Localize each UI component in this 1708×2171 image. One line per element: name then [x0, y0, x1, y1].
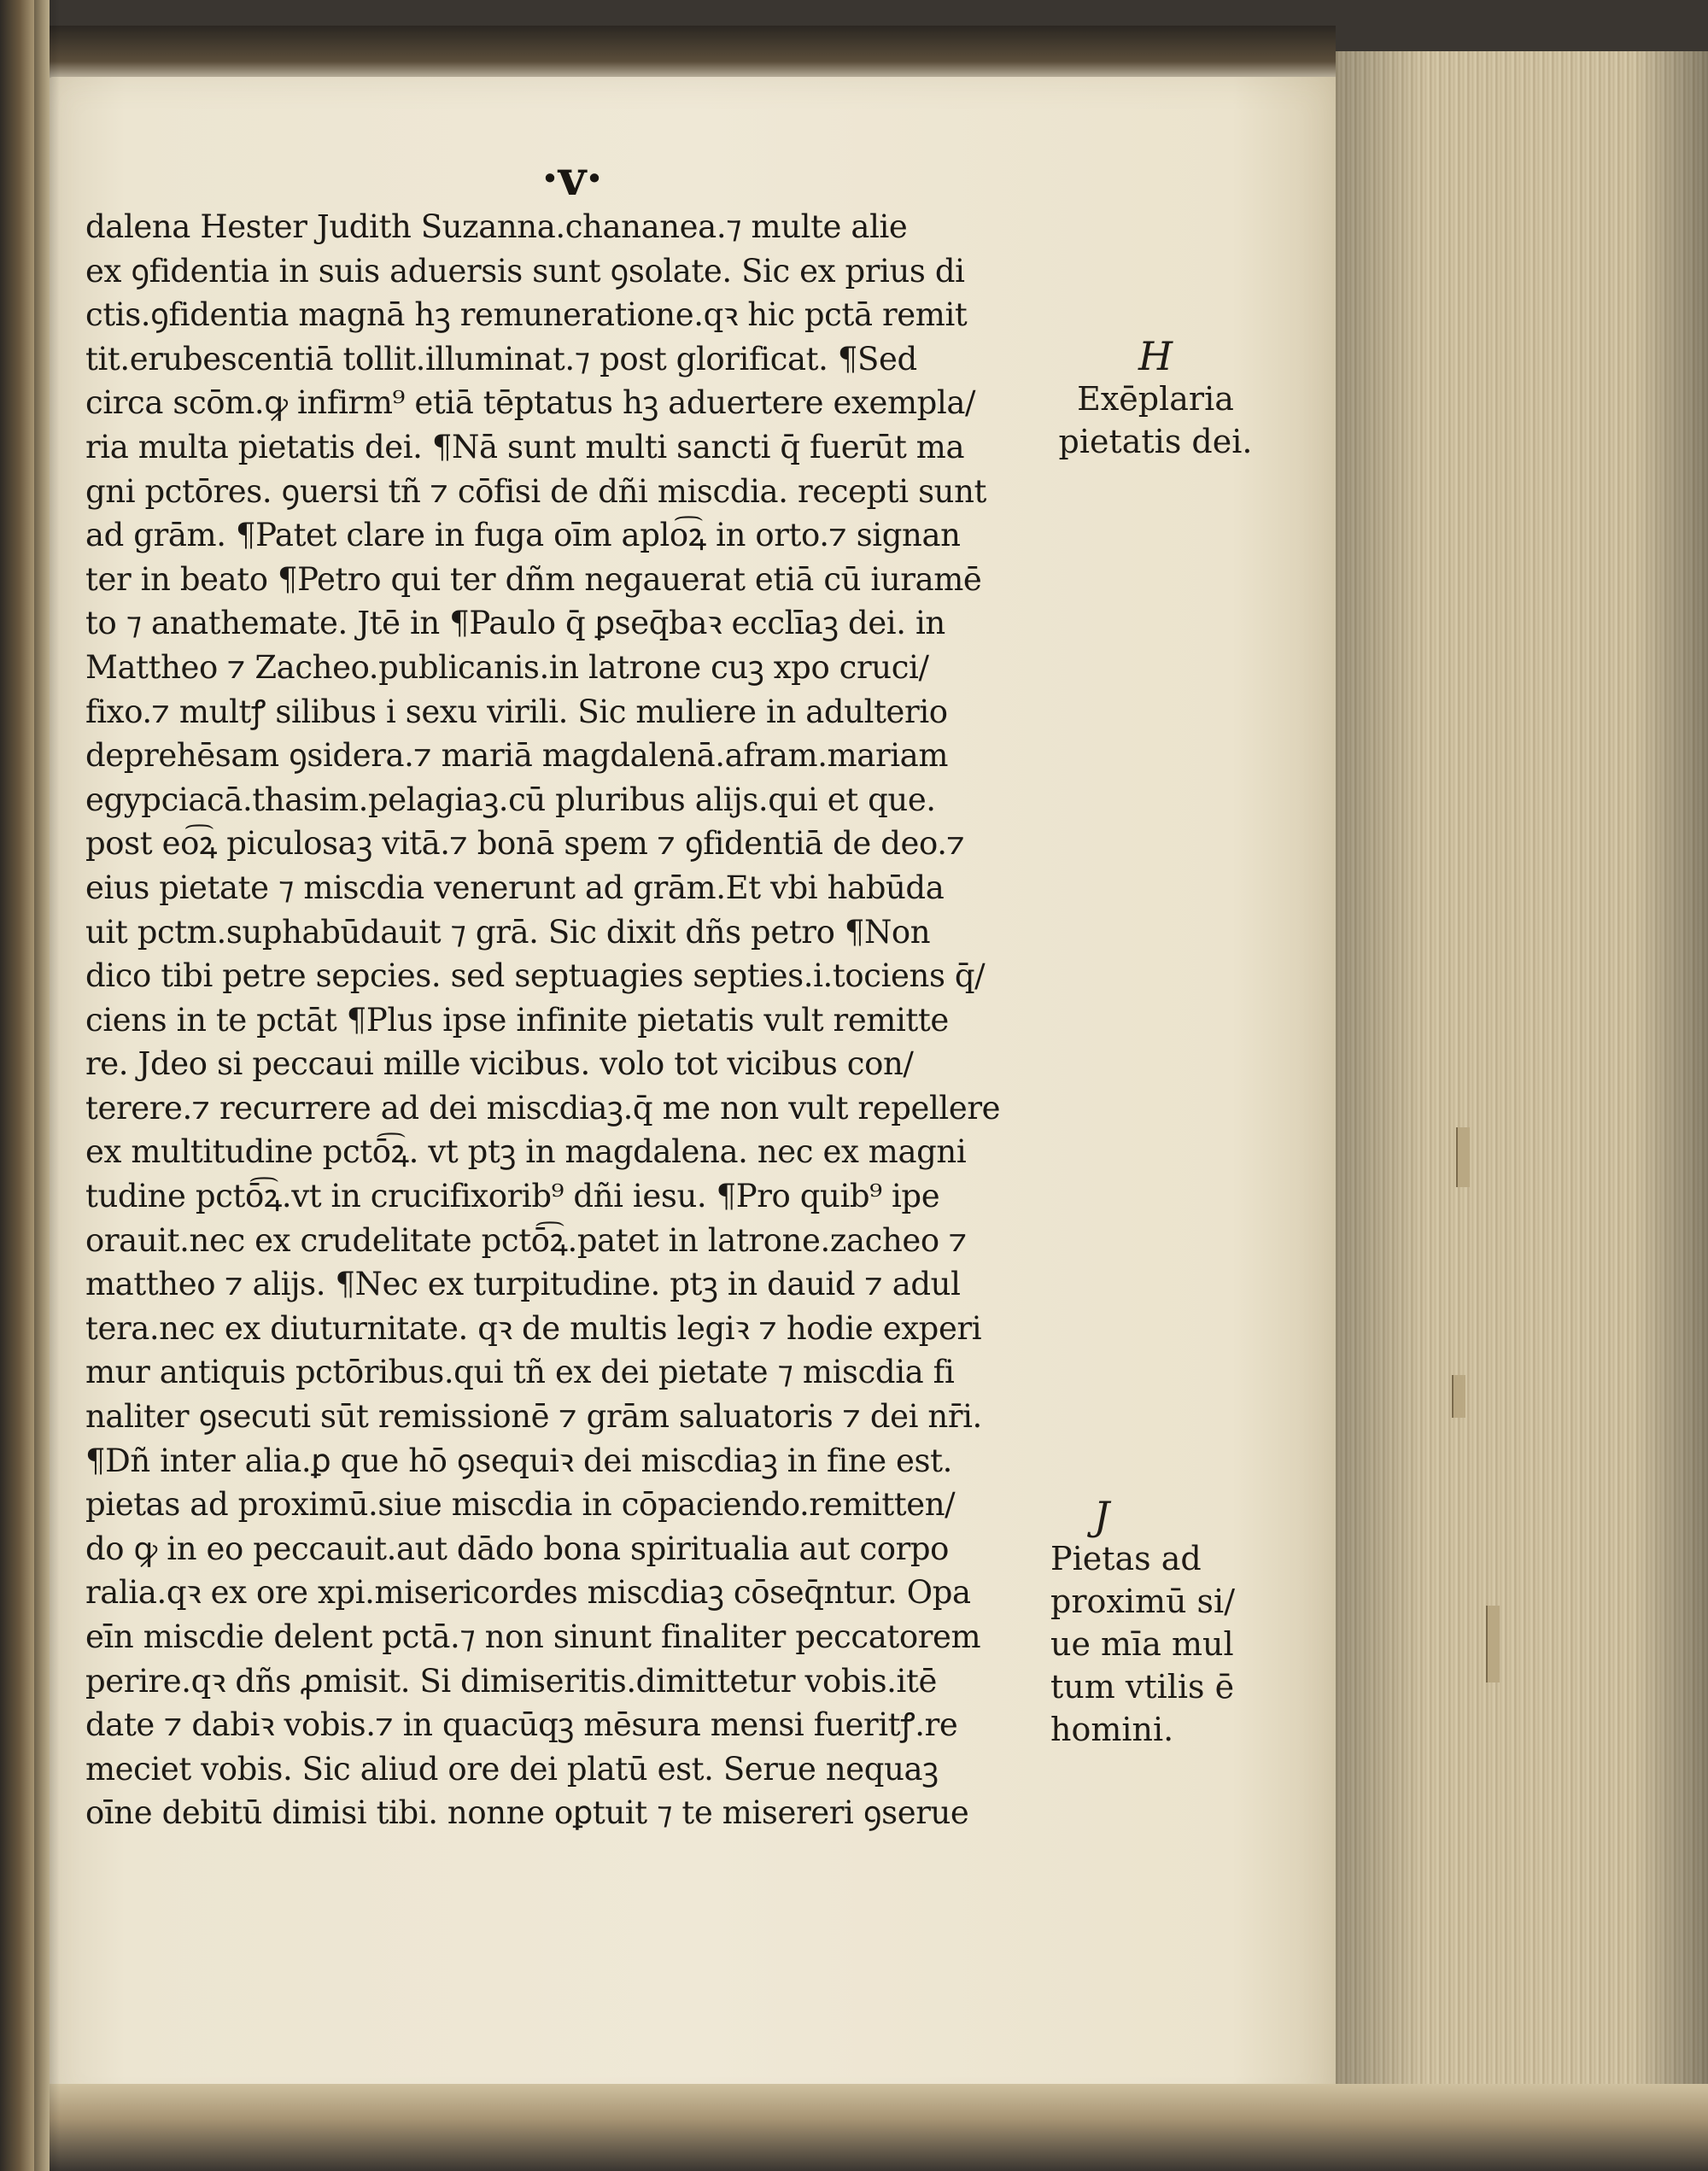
text-line: oīne debitū dimisi tibi. nonne oꝑtuit ⁊ te misereri ꝯserue	[85, 1794, 969, 1832]
book-bottom-edge	[48, 2084, 1708, 2171]
text-line: mur antiquis pctōribus.qui tñ ex dei pietate ⁊ miscdia fi	[85, 1354, 955, 1391]
text-line: ex ꝯfidentia in suis aduersis sunt ꝯsolate. Sic ex prius di	[85, 252, 965, 290]
text-line: tit.erubescentiā tollit.illuminat.⁊ post glorificat. ¶Sed	[85, 340, 917, 377]
text-line: naliter ꝯsecuti sūt remissionē ⁊ grām saluatoris ⁊ dei nr̄i.	[85, 1398, 982, 1436]
margin-note-line: pietatis dei.	[1058, 423, 1253, 460]
text-line: mattheo ⁊ alijs. ¶Nec ex turpitudine. ptꝫ in dauid ⁊ adul	[85, 1266, 961, 1303]
text-line: meciet vobis. Sic aliud ore dei platū est. Serue nequaꝫ	[85, 1750, 939, 1788]
margin-note-exemplaria	[1049, 335, 1262, 463]
margin-note-pietas	[1050, 1495, 1255, 1751]
text-line: eīn miscdie delent pctā.⁊ non sinunt finaliter peccatorem	[85, 1618, 981, 1655]
text-line: terere.⁊ recurrere ad dei miscdiaꝫ.q̄ me non vult repellere	[85, 1089, 1001, 1126]
page-tab-marker	[1486, 1606, 1500, 1682]
text-line: date ⁊ dabiꝛ vobis.⁊ in quacūqꝫ mēsura mensi fueritꝭ.re	[85, 1706, 958, 1744]
text-line: egypciacā.thasim.pelagiaꝫ.cū pluribus alijs.qui et que.	[85, 781, 936, 818]
text-line: circa scōm.ꝙ infirm⁹ etiā tēptatus hꝫ aduertere exempla/	[85, 384, 976, 422]
page-tab-marker	[1452, 1375, 1465, 1418]
text-line: ctis.ꝯfidentia magnā hꝫ remuneratione.qꝛ hic pctā remit	[85, 296, 968, 334]
page-tab-marker	[1456, 1127, 1470, 1187]
text-line: fixo.⁊ multꝭ silibus i sexu virili. Sic muliere in adulterio	[85, 693, 948, 730]
text-line: ria multa pietatis dei. ¶Nā sunt multi sancti q̄ fuerūt ma	[85, 428, 965, 465]
text-line: tera.nec ex diuturnitate. qꝛ de multis legiꝛ ⁊ hodie experi	[85, 1309, 982, 1347]
text-line: uit pctm.suphabūdauit ⁊ grā. Sic dixit dñs petro ¶Non	[85, 913, 931, 951]
margin-note-line: Exēplaria	[1077, 380, 1234, 418]
margin-note-line: ue mīa mul	[1050, 1625, 1234, 1663]
text-line: gni pctōres. ꝯuersi tñ ⁊ cōfisi de dñi miscdia. recepti sunt	[85, 472, 987, 510]
text-line: deprehēsam ꝯsidera.⁊ mariā magdalenā.afram.mariam	[85, 737, 949, 775]
margin-note-line: tum vtilis ē	[1050, 1668, 1235, 1706]
text-line: orauit.nec ex crudelitate pctō͡ꝝ.patet in latrone.zacheo ⁊	[85, 1221, 967, 1259]
text-line: ad grām. ¶Patet clare in fuga oīm aplo͡ꝝ in orto.⁊ signan	[85, 517, 961, 554]
margin-note-letter: H	[1138, 333, 1173, 379]
text-line: dalena Hester Judith Suzanna.chananea.⁊ multe alie	[85, 208, 908, 245]
text-line: to ⁊ anathemate. Jtē in ¶Paulo q̄ ꝑseq̄baꝛ ecclīaꝫ dei. in	[85, 605, 945, 642]
fore-edge-shading	[1332, 51, 1708, 2171]
folio-number: ·v·	[541, 150, 603, 207]
text-line: ¶Dñ inter alia.ꝑ que hō ꝯsequiꝛ dei miscdiaꝫ in fine est.	[85, 1442, 952, 1479]
text-line: ter in beato ¶Petro qui ter dñm negauerat etiā cū iuramē	[85, 560, 982, 598]
margin-note-line: Pietas ad	[1050, 1540, 1202, 1577]
text-line: do ꝙ in eo peccauit.aut dādo bona spiritualia aut corpo	[85, 1530, 950, 1567]
gutter-shadow	[34, 0, 60, 2171]
text-line: Mattheo ⁊ Zacheo.publicanis.in latrone cuꝫ xpo cruci/	[85, 648, 929, 686]
text-line: pietas ad proximū.siue miscdia in cōpaciendo.remitten/	[85, 1486, 956, 1524]
text-line: ex multitudine pctō͡ꝝ. vt ptꝫ in magdalena. nec ex magni	[85, 1133, 967, 1171]
text-line: ralia.qꝛ ex ore xpi.misericordes miscdiaꝫ cōseq̄ntur. Opa	[85, 1574, 971, 1612]
text-line: ciens in te pctāt ¶Plus ipse infinite pietatis vult remitte	[85, 1001, 949, 1039]
text-line: dico tibi petre sepcies. sed septuagies septies.i.tociens q̄/	[85, 957, 986, 995]
main-text-column	[85, 205, 1033, 1835]
text-line: tudine pctō͡ꝝ.vt in crucifixorib⁹ dñi iesu. ¶Pro quib⁹ ipe	[85, 1178, 940, 1215]
margin-note-line: proximū si/	[1050, 1583, 1235, 1620]
text-line: eius pietate ⁊ miscdia venerunt ad grām.Et vbi habūda	[85, 869, 945, 906]
text-line: post eo͡ꝝ piculosaꝫ vitā.⁊ bonā spem ⁊ ꝯfidentiā de deo.⁊	[85, 825, 965, 863]
margin-note-line: homini.	[1050, 1711, 1174, 1748]
text-line: re. Jdeo si peccaui mille vicibus. volo tot vicibus con/	[85, 1045, 914, 1083]
text-line: perire.qꝛ dñs ꝓmisit. Si dimiseritis.dimittetur vobis.itē	[85, 1662, 937, 1700]
margin-note-letter: J	[1093, 1493, 1110, 1539]
